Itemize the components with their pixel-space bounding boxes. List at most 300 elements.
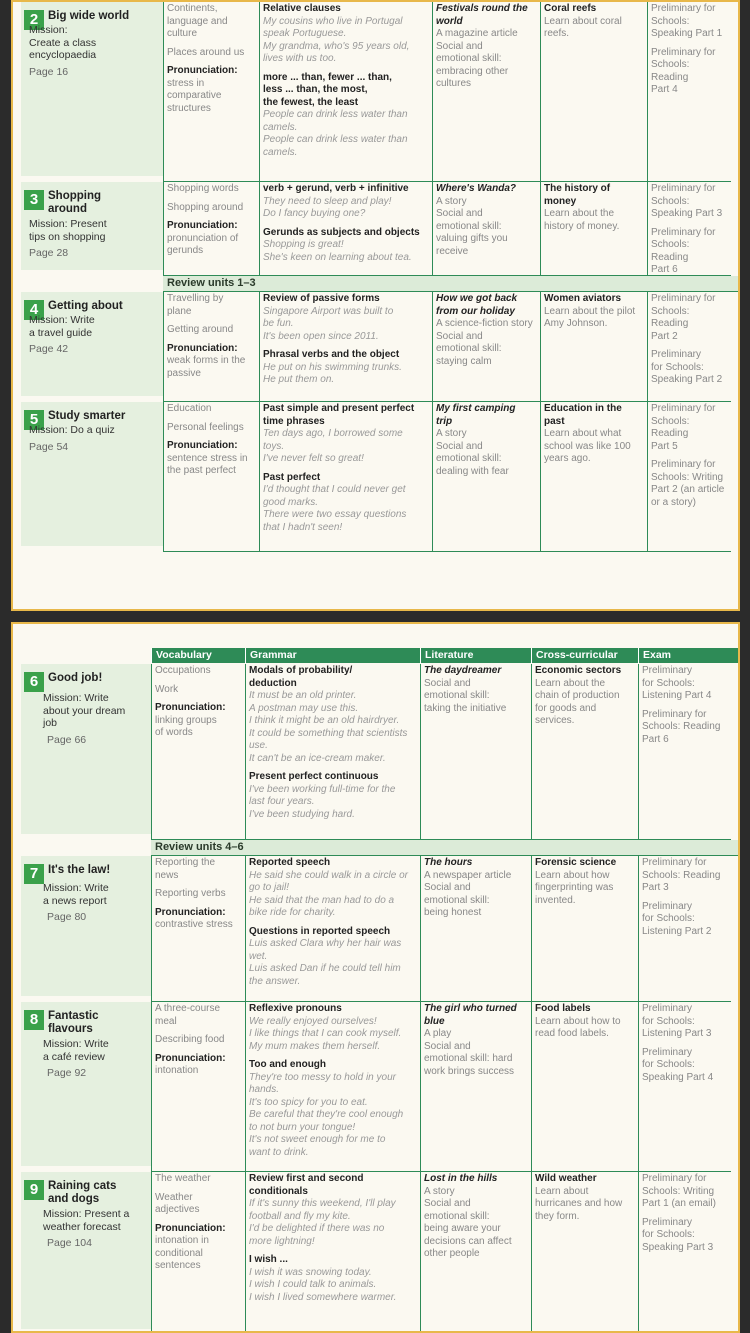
cross-curricular-description: services.	[535, 715, 575, 726]
literature-description: Social and	[436, 208, 483, 219]
unit-3-info	[13, 182, 163, 276]
literature-description: A magazine article	[436, 28, 518, 39]
grammar-example: the answer.	[249, 975, 301, 987]
unit-mission	[43, 692, 143, 730]
unit-number-badge: 2	[24, 10, 44, 30]
unit-page-number: Page 92	[47, 1067, 87, 1079]
mission-line: tips on shopping	[29, 230, 106, 243]
unit-page-number: Page 28	[29, 247, 69, 259]
literature-title: Where's Wanda?	[436, 183, 516, 194]
column-header-exam: Exam	[638, 648, 740, 663]
unit-page-number: Page 104	[47, 1237, 92, 1249]
grammar-example: that I hadn't seen!	[263, 521, 343, 533]
unit-4-info	[13, 292, 163, 402]
unit-5-grammar-cell	[259, 402, 432, 552]
exam-task: Schools:	[651, 15, 690, 27]
literature-description: emotional skill: hard	[424, 1053, 513, 1064]
grammar-example: He said that the man had to do a	[249, 894, 395, 906]
grammar-example: A postman may use this.	[249, 702, 359, 714]
vocab-topic: Continents,	[167, 3, 218, 14]
grammar-example: It can't be an ice-cream maker.	[249, 752, 386, 764]
grammar-point-title: deduction	[249, 677, 297, 689]
literature-description: receive	[436, 245, 469, 257]
grammar-example: It's been open since 2011.	[263, 330, 379, 342]
cross-curricular-description: Learn about	[535, 1185, 589, 1197]
pronunciation-topic: weak forms in the	[167, 355, 246, 366]
unit-mission	[43, 1208, 143, 1233]
vocab-topic: Personal feelings	[167, 421, 244, 433]
unit-title	[48, 672, 102, 685]
literature-title: The hours	[424, 857, 473, 868]
grammar-example: to not burn your tongue!	[249, 1121, 356, 1133]
unit-5-cross-curricular-cell	[540, 402, 647, 552]
grammar-example: I wish I lived somewhere warmer.	[249, 1291, 397, 1303]
unit-title	[48, 190, 101, 216]
grammar-point-title: Gerunds as subjects and objects	[263, 226, 420, 238]
vocab-topic: Reporting the	[155, 857, 216, 868]
exam-task: for Schools:	[642, 913, 695, 924]
exam-task: Schools: Reading	[651, 59, 690, 83]
cross-curricular-description: chain of production	[535, 690, 620, 701]
literature-description: emotional skill:	[436, 343, 502, 354]
grammar-example: He put them on.	[263, 374, 335, 385]
exam-task: Part 1 (an email)	[642, 1198, 716, 1209]
unit-2-grammar-cell	[259, 2, 432, 182]
unit-3-exam-cell	[647, 182, 731, 276]
exam-task: or a story)	[651, 496, 697, 508]
unit-7-grammar-cell	[245, 856, 420, 1002]
exam-task: Speaking Part 2	[651, 374, 723, 385]
literature-description: being honest	[424, 907, 482, 918]
exam-task: Preliminary	[642, 1216, 693, 1228]
unit-mission	[29, 24, 155, 62]
cross-curricular-description: Learn about the pilot	[544, 305, 636, 317]
mission-line: a travel guide	[29, 326, 93, 339]
exam-task: Preliminary for	[651, 3, 716, 14]
literature-title: world	[436, 15, 463, 27]
exam-task: Preliminary	[642, 1046, 693, 1058]
pronunciation-label: Pronunciation:	[167, 65, 238, 76]
unit-8-info	[13, 1002, 151, 1172]
mission-line: Mission: Write	[43, 1038, 109, 1050]
literature-description: valuing gifts you	[436, 233, 508, 244]
literature-title: blue	[424, 1015, 445, 1027]
unit-9-info	[13, 1172, 151, 1333]
cross-curricular-title: The history of money	[544, 183, 611, 207]
vocab-topic: Work	[155, 683, 179, 695]
grammar-point-title: I wish ...	[249, 1254, 288, 1265]
literature-description: emotional skill:	[436, 453, 502, 464]
exam-task: Speaking Part 4	[642, 1071, 714, 1083]
vocab-topic: Travelling by	[167, 293, 224, 304]
grammar-point-title: less ... than, the most,	[263, 84, 368, 95]
mission-line: weather forecast	[43, 1220, 121, 1233]
unit-9-literature-cell	[420, 1172, 531, 1333]
review-units-1-3: Review units 1–3	[163, 276, 740, 292]
vocab-topic: culture	[167, 28, 198, 39]
grammar-example: I'd thought that I could never get	[263, 484, 406, 495]
unit-number-badge: 7	[24, 864, 44, 884]
cross-curricular-title: Wild weather	[535, 1173, 597, 1184]
grammar-example: People can drink less water than	[263, 134, 408, 145]
unit-7-vocabulary-cell	[151, 856, 245, 1002]
grammar-point-title: conditionals	[249, 1185, 308, 1197]
pronunciation-topic: sentence stress in	[167, 452, 248, 464]
grammar-example: She's keen on learning about tea.	[263, 251, 412, 263]
unit-title	[48, 300, 123, 313]
cross-curricular-description: they form.	[535, 1210, 580, 1222]
pronunciation-label: Pronunciation:	[167, 220, 238, 231]
literature-title: The girl who turned	[424, 1003, 517, 1014]
grammar-example: There were two essay questions	[263, 509, 407, 520]
unit-2-cross-curricular-cell	[540, 2, 647, 182]
unit-4-vocabulary-cell	[163, 292, 259, 402]
literature-description: cultures	[436, 78, 472, 89]
vocab-topic: Education	[167, 403, 212, 414]
exam-task: Schools: Reading	[651, 415, 690, 439]
grammar-point-title: Past simple and present perfect	[263, 403, 415, 414]
literature-title: My first camping	[436, 403, 516, 414]
unit-title	[48, 10, 129, 23]
pronunciation-topic: comparative	[167, 90, 222, 101]
unit-title-line: and dogs	[48, 1193, 100, 1205]
exam-task: Speaking Part 3	[651, 208, 723, 219]
exam-task: Part 6	[642, 733, 669, 745]
literature-description: Social and	[424, 1040, 471, 1052]
cross-curricular-title: Food labels	[535, 1003, 591, 1014]
vocab-topic: language and	[167, 15, 228, 27]
exam-task: Preliminary for	[651, 293, 716, 304]
pronunciation-topic: contrastive stress	[155, 919, 233, 930]
unit-7-exam-cell	[638, 856, 731, 1002]
grammar-example: Be careful that they're cool enough	[249, 1109, 404, 1120]
grammar-example: football and fly my kite.	[249, 1210, 351, 1222]
unit-title-line: Raining cats	[48, 1180, 117, 1192]
exam-task: Speaking Part 1	[651, 28, 723, 39]
unit-7-literature-cell	[420, 856, 531, 1002]
literature-description: Social and	[436, 330, 483, 342]
cross-curricular-title: Women aviators	[544, 293, 622, 304]
unit-8-literature-cell	[420, 1002, 531, 1172]
grammar-example: Luis asked Clara why her hair was	[249, 938, 402, 949]
exam-task: Preliminary for	[651, 226, 716, 238]
literature-description: other people	[424, 1248, 480, 1259]
mission-line: Mission: Write	[43, 882, 109, 894]
unit-2-exam-cell	[647, 2, 731, 182]
grammar-point-title: Reported speech	[249, 857, 331, 868]
unit-6-exam-cell	[638, 664, 731, 840]
exam-task: Preliminary for	[651, 183, 716, 194]
unit-title-line: Getting about	[48, 300, 123, 312]
grammar-example: hands.	[249, 1084, 280, 1095]
unit-5-vocabulary-cell	[163, 402, 259, 552]
grammar-example: He put on his swimming trunks.	[263, 361, 402, 373]
mission-line: Mission: Present	[29, 218, 107, 230]
unit-mission	[29, 218, 155, 243]
column-header-grammar: Grammar	[245, 648, 420, 663]
grammar-point-title: the fewest, the least	[263, 96, 359, 108]
literature-description: A science-fiction story	[436, 318, 533, 329]
unit-3-literature-cell	[432, 182, 540, 276]
literature-description: work brings success	[424, 1065, 515, 1077]
grammar-example: I've been studying hard.	[249, 808, 355, 820]
exam-task: for Schools:	[642, 1229, 695, 1240]
cross-curricular-title: Education in the past	[544, 403, 622, 427]
exam-task: Preliminary for	[651, 46, 716, 58]
pronunciation-label: Pronunciation:	[155, 906, 226, 918]
exam-task: Part 2	[651, 330, 678, 342]
grammar-example: My mum makes them herself.	[249, 1040, 381, 1052]
column-header-literature: Literature	[420, 648, 531, 663]
exam-task: Preliminary for	[642, 857, 707, 868]
syllabus-page-bottom	[11, 622, 740, 1333]
grammar-example: I wish I could talk to animals.	[249, 1279, 377, 1290]
unit-number-badge: 5	[24, 410, 44, 430]
literature-description: decisions can affect	[424, 1235, 512, 1247]
literature-description: Social and	[436, 40, 483, 52]
unit-5-literature-cell	[432, 402, 540, 552]
cross-curricular-description: Learn about how	[535, 869, 610, 881]
pronunciation-topic: pronunciation of	[167, 232, 239, 244]
exam-task: Schools: Writing	[642, 1185, 715, 1197]
literature-title: trip	[436, 415, 453, 427]
vocab-topic: Shopping around	[167, 201, 244, 213]
unit-3-cross-curricular-cell	[540, 182, 647, 276]
unit-9-grammar-cell	[245, 1172, 420, 1333]
pronunciation-topic: gerunds	[167, 245, 204, 256]
cross-curricular-description: for goods and	[535, 702, 597, 714]
literature-title: Lost in the hills	[424, 1173, 498, 1184]
cross-curricular-description: Learn about the	[535, 677, 606, 689]
unit-mission	[29, 424, 155, 437]
mission-line: Mission: Write	[43, 692, 109, 704]
unit-title-line: around	[48, 203, 87, 215]
vocab-topic: news	[155, 869, 179, 881]
grammar-example: Luis asked Dan if he could tell him	[249, 963, 401, 974]
cross-curricular-description: read food labels.	[535, 1028, 609, 1039]
exam-task: Preliminary for	[651, 459, 716, 470]
unit-7-info	[13, 856, 151, 1002]
grammar-example: Ten days ago, I borrowed some	[263, 428, 403, 439]
unit-6-grammar-cell	[245, 664, 420, 840]
literature-description: being aware your	[424, 1223, 501, 1234]
cross-curricular-description: years ago.	[544, 453, 591, 464]
grammar-example: use.	[249, 740, 268, 751]
unit-title	[48, 864, 110, 877]
literature-title: from our holiday	[436, 305, 515, 317]
cross-curricular-title: Forensic science	[535, 857, 617, 868]
literature-description: embracing other	[436, 65, 509, 77]
literature-description: emotional skill:	[424, 1210, 490, 1222]
unit-8-grammar-cell	[245, 1002, 420, 1172]
syllabus-table-bottom	[13, 624, 738, 1331]
exam-task: Part 2 (an article	[651, 484, 725, 495]
cross-curricular-description: hurricanes and how	[535, 1198, 623, 1209]
unit-6-literature-cell	[420, 664, 531, 840]
grammar-example: If it's sunny this weekend, I'll play	[249, 1198, 396, 1209]
grammar-example: It's too spicy for you to eat.	[249, 1096, 368, 1108]
pronunciation-topic: sentences	[155, 1260, 201, 1271]
pronunciation-topic: the past perfect	[167, 465, 236, 476]
pronunciation-topic: conditional	[155, 1247, 203, 1259]
exam-task: Schools: Reading	[651, 239, 690, 263]
cross-curricular-description: Amy Johnson.	[544, 318, 608, 329]
unit-number-badge: 6	[24, 672, 44, 692]
pronunciation-topic: intonation in	[155, 1235, 209, 1246]
unit-9-cross-curricular-cell	[531, 1172, 638, 1333]
unit-mission	[43, 882, 143, 907]
cross-curricular-description: Learn about what	[544, 428, 622, 439]
exam-task: Preliminary for	[642, 1173, 707, 1184]
grammar-point-title: Review of passive forms	[263, 293, 380, 304]
exam-task: Preliminary	[642, 1003, 693, 1014]
mission-line: Mission:	[29, 24, 68, 36]
grammar-example: We really enjoyed ourselves!	[249, 1015, 377, 1027]
exam-task: Speaking Part 3	[642, 1241, 714, 1253]
exam-task: Schools: Writing	[651, 471, 724, 483]
grammar-example: My cousins who live in Portugal	[263, 15, 403, 27]
vocab-topic: A three-course	[155, 1003, 221, 1014]
exam-task: Part 6	[651, 264, 678, 275]
unit-8-cross-curricular-cell	[531, 1002, 638, 1172]
exam-task: Schools: Reading	[651, 305, 690, 329]
cross-curricular-title: Coral reefs	[544, 3, 597, 14]
grammar-example: I think it might be an old hairdryer.	[249, 715, 400, 726]
grammar-example: People can drink less water than	[263, 109, 408, 120]
literature-description: emotional skill:	[424, 690, 490, 701]
grammar-example: He said she could walk in a circle or	[249, 869, 408, 881]
grammar-point-title: Present perfect continuous	[249, 771, 379, 782]
unit-title	[48, 410, 125, 423]
syllabus-page-top	[11, 0, 740, 611]
unit-6-cross-curricular-cell	[531, 664, 638, 840]
grammar-example: lives with us too.	[263, 53, 337, 64]
exam-task: Listening Part 2	[642, 925, 712, 937]
exam-task: for Schools:	[642, 1059, 695, 1070]
pronunciation-label: Pronunciation:	[167, 342, 238, 354]
column-header-cross-curricular: Cross-curricular	[531, 648, 638, 663]
grammar-example: bike ride for charity.	[249, 907, 336, 918]
exam-task: Listening Part 4	[642, 690, 712, 701]
unit-title	[48, 1180, 116, 1206]
grammar-point-title: more ... than, fewer ... than,	[263, 71, 392, 83]
unit-2-literature-cell	[432, 2, 540, 182]
literature-description: emotional skill:	[436, 220, 502, 232]
unit-3-vocabulary-cell	[163, 182, 259, 276]
mission-line: Mission: Present a	[43, 1208, 130, 1220]
unit-page-number: Page 66	[47, 733, 87, 746]
grammar-example: go to jail!	[249, 882, 290, 893]
unit-number-badge: 4	[24, 300, 44, 320]
literature-description: A story	[436, 195, 467, 207]
literature-description: Social and	[436, 440, 483, 452]
exam-task: Part 3	[642, 882, 669, 893]
unit-4-literature-cell	[432, 292, 540, 402]
unit-page-number: Page 42	[29, 343, 69, 355]
unit-page-number: Page 54	[29, 440, 69, 453]
grammar-example: Singapore Airport was built to	[263, 305, 394, 317]
grammar-example: be fun.	[263, 318, 294, 329]
unit-title-line: Good job!	[48, 672, 103, 684]
unit-6-info	[13, 664, 151, 840]
literature-description: A play	[424, 1028, 452, 1039]
exam-task: for Schools:	[642, 677, 695, 689]
literature-description: A story	[436, 428, 467, 439]
mission-line: job	[43, 717, 58, 729]
grammar-example: speak Portuguese.	[263, 28, 347, 39]
grammar-example: good marks.	[263, 496, 319, 508]
literature-description: emotional skill:	[424, 894, 490, 906]
literature-description: staying calm	[436, 355, 492, 367]
mission-line: about your dream	[43, 704, 126, 717]
literature-description: emotional skill:	[436, 53, 502, 64]
grammar-example: Shopping is great!	[263, 239, 344, 250]
vocab-topic: Occupations	[155, 665, 211, 676]
grammar-example: last four years.	[249, 796, 315, 807]
unit-title-line: It's the law!	[48, 864, 111, 876]
cross-curricular-description: reefs.	[544, 28, 570, 39]
vocab-topic: Shopping words	[167, 183, 239, 194]
cross-curricular-description: Learn about coral	[544, 15, 622, 27]
cross-curricular-title: Economic sectors	[535, 665, 622, 676]
grammar-point-title: Modals of probability/	[249, 665, 353, 676]
exam-task: Part 4	[651, 84, 678, 95]
grammar-point-title: verb + gerund, verb + infinitive	[263, 183, 409, 194]
grammar-example: wet.	[249, 950, 268, 962]
literature-description: Social and	[424, 677, 471, 689]
unit-5-info	[13, 402, 163, 552]
exam-task: Preliminary for	[651, 403, 716, 414]
unit-title	[48, 1010, 99, 1036]
cross-curricular-description: fingerprinting was	[535, 882, 614, 893]
grammar-point-title: Review first and second	[249, 1173, 364, 1184]
pronunciation-topic: linking groups	[155, 714, 217, 726]
grammar-example: more lightning!	[249, 1235, 315, 1247]
unit-8-vocabulary-cell	[151, 1002, 245, 1172]
exam-task: Preliminary	[642, 900, 693, 912]
unit-number-badge: 9	[24, 1180, 44, 1200]
pronunciation-topic: passive	[167, 367, 201, 379]
unit-7-cross-curricular-cell	[531, 856, 638, 1002]
grammar-example: I wish it was snowing today.	[249, 1266, 372, 1278]
literature-description: A newspaper article	[424, 869, 512, 881]
vocab-topic: Describing food	[155, 1034, 225, 1045]
exam-task: Preliminary	[651, 349, 702, 360]
pronunciation-label: Pronunciation:	[167, 440, 238, 451]
cross-curricular-description: Learn about the	[544, 208, 615, 219]
unit-8-exam-cell	[638, 1002, 731, 1172]
mission-line: a café review	[43, 1050, 105, 1063]
literature-description: Social and	[424, 882, 471, 893]
pronunciation-topic: stress in	[167, 77, 205, 89]
exam-task: Preliminary	[642, 665, 693, 676]
vocab-topic: adjectives	[155, 1204, 200, 1215]
exam-task: for Schools:	[642, 1015, 695, 1027]
grammar-example: camels.	[263, 121, 298, 133]
grammar-example: I'd be delighted if there was no	[249, 1223, 385, 1234]
grammar-point-title: Reflexive pronouns	[249, 1003, 342, 1014]
vocab-topic: plane	[167, 305, 192, 317]
cross-curricular-description: Learn about how to	[535, 1015, 621, 1027]
grammar-example: I've been working full-time for the	[249, 783, 396, 795]
exam-task: Listening Part 3	[642, 1028, 712, 1039]
exam-task: Schools:	[651, 195, 690, 207]
grammar-point-title: Relative clauses	[263, 3, 341, 14]
unit-mission	[43, 1038, 143, 1063]
literature-title: How we got back	[436, 293, 518, 304]
unit-mission	[29, 314, 155, 339]
exam-task: for Schools:	[651, 361, 704, 373]
